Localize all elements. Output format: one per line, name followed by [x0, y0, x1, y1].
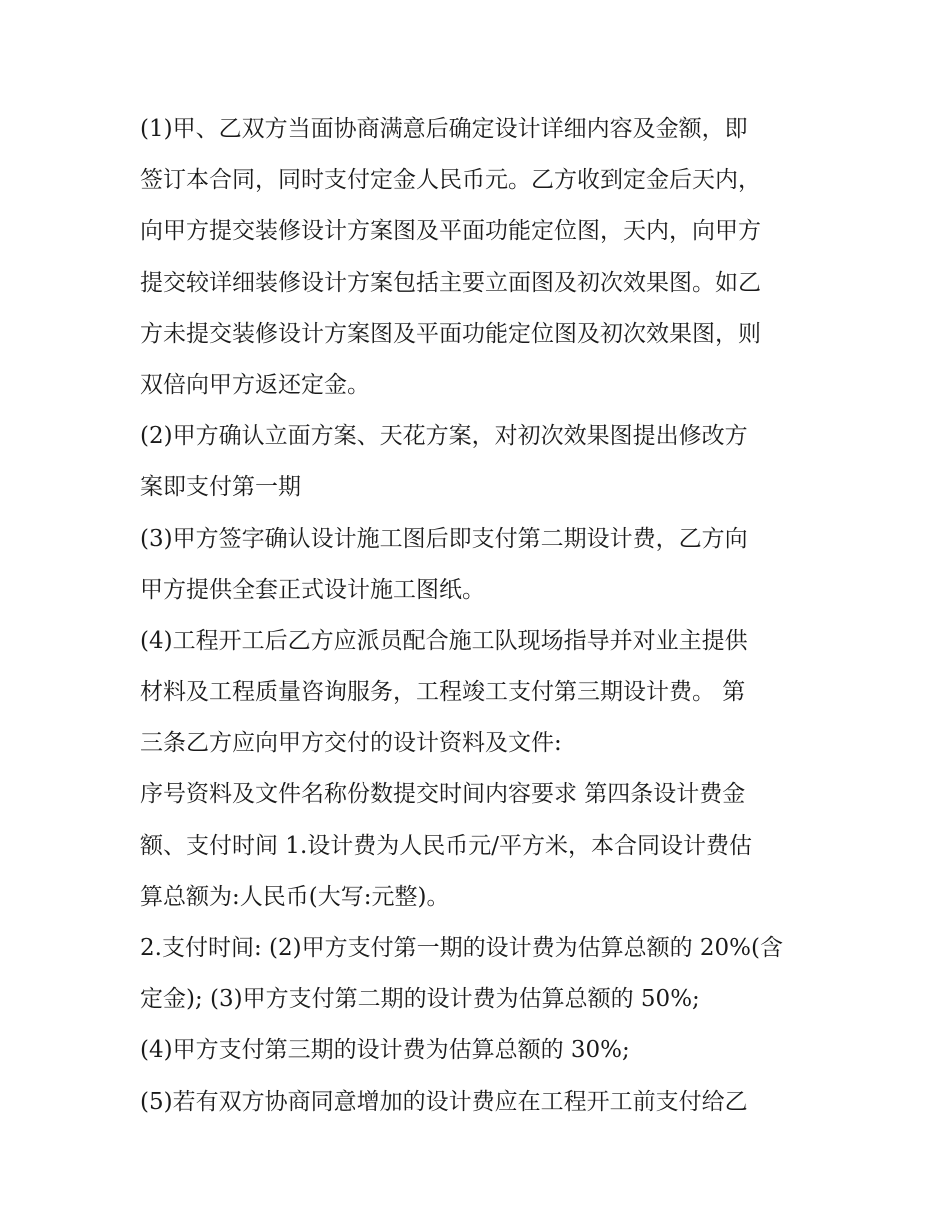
text-line: (2)甲方确认立面方案、天花方案，对初次效果图提出修改方	[140, 423, 748, 450]
text-line: 向甲方提交装修设计方案图及平面功能定位图，天内，向甲方	[140, 218, 761, 245]
text-line: 三条乙方应向甲方交付的设计资料及文件:	[140, 730, 562, 757]
text-line: 方未提交装修设计方案图及平面功能定位图及初次效果图，则	[140, 320, 761, 347]
text-line: 签订本合同，同时支付定金人民币元。乙方收到定金后天内，	[140, 167, 761, 194]
text-line: (1)甲、乙双方当面协商满意后确定设计详细内容及金额，即	[140, 116, 748, 142]
text-line: (4)甲方支付第三期的设计费为估算总额的 30%;	[140, 1037, 630, 1064]
text-line: 2.支付时间: (2)甲方支付第一期的设计费为估算总额的 20%(含	[140, 935, 783, 961]
text-line: (4)工程开工后乙方应派员配合施工队现场指导并对业主提供	[140, 627, 748, 654]
text-line: 额、支付时间 1.设计费为人民币元/平方米，本合同设计费估	[140, 832, 753, 859]
text-line: 甲方提供全套正式设计施工图纸。	[140, 576, 485, 603]
text-line: 案即支付第一期	[140, 474, 301, 501]
text-line: 算总额为:人民币(大写:元整)。	[140, 883, 450, 910]
text-line: 序号资料及文件名称份数提交时间内容要求 第四条设计费金	[140, 781, 746, 808]
text-line: 定金); (3)甲方支付第二期的设计费为估算总额的 50%;	[140, 986, 700, 1013]
text-line: 材料及工程质量咨询服务，工程竣工支付第三期设计费。 第	[140, 679, 746, 706]
text-line: 双倍向甲方返还定金。	[140, 371, 370, 398]
contract-text	[140, 104, 830, 1128]
text-line: 提交较详细装修设计方案包括主要立面图及初次效果图。如乙	[140, 269, 761, 296]
text-line: (5)若有双方协商同意增加的设计费应在工程开工前支付给乙	[140, 1088, 748, 1115]
text-line: (3)甲方签字确认设计施工图后即支付第二期设计费，乙方向	[140, 525, 748, 552]
